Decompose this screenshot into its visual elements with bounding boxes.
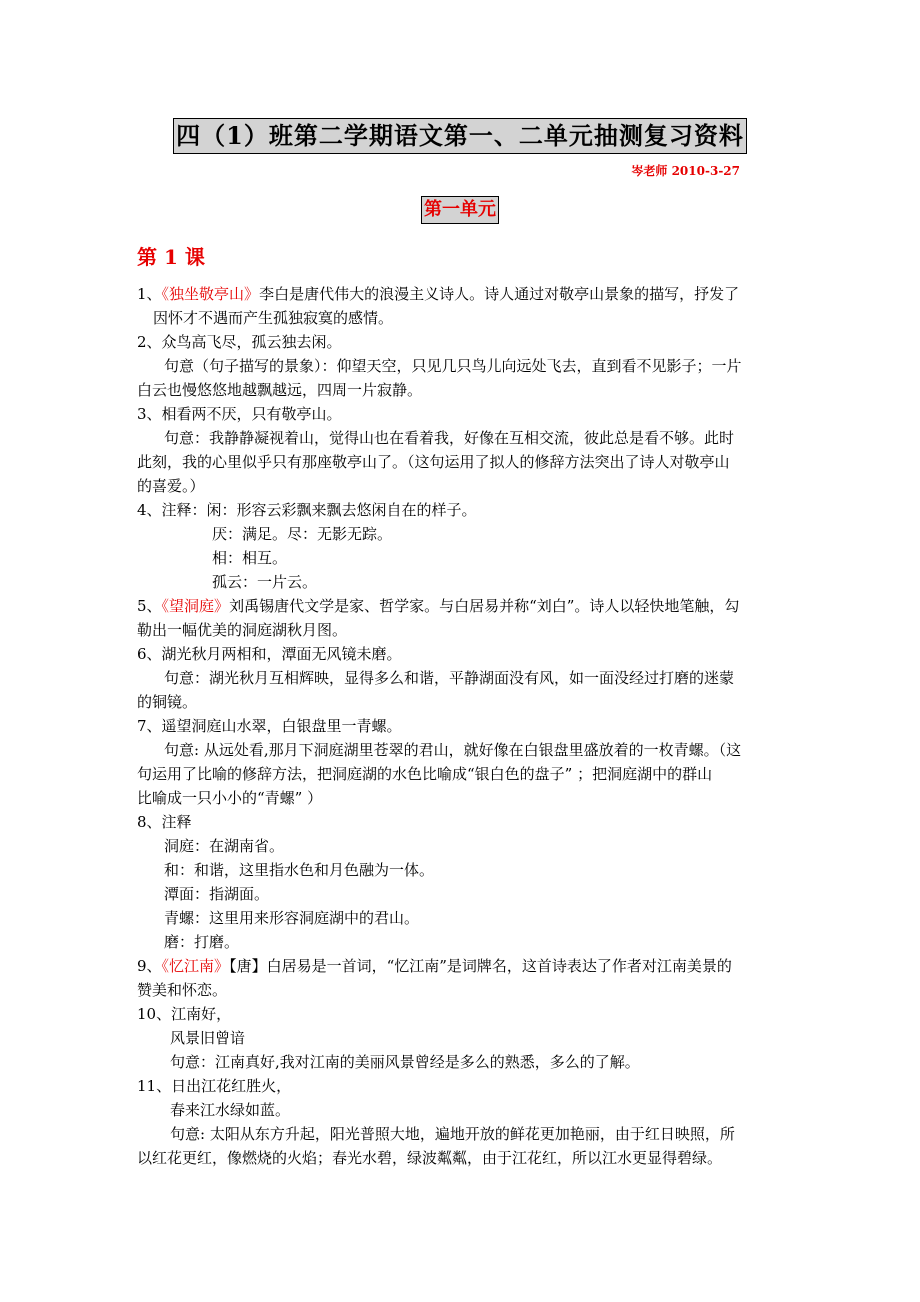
document-title: 四（1）班第二学期语文第一、二单元抽测复习资料 <box>173 118 747 154</box>
line-text: 李白是唐代伟大的浪漫主义诗人。诗人通过对敬亭山景象的描写，抒发了 <box>259 285 740 303</box>
text-line: 2、众鸟高飞尽，孤云独去闲。 <box>137 333 342 351</box>
poem-title: 《望洞庭》 <box>161 597 230 615</box>
text-line: 的喜爱。） <box>137 477 205 495</box>
text-line: 白云也慢悠悠地越飘越远，四周一片寂静。 <box>137 381 423 399</box>
text-line: 风景旧曾谙 <box>170 1029 246 1047</box>
author-date: 岑老师 2010-3-27 <box>631 164 740 178</box>
text-line: 句运用了比喻的修辞方法，把洞庭湖的水色比喻成“银白色的盘子” ；把洞庭湖中的群山 <box>137 765 713 783</box>
text-line: 句意（句子描写的景象）：仰望天空，只见几只鸟儿向远处飞去，直到看不见影子；一片 <box>164 357 742 375</box>
text-line: 10、江南好， <box>137 1005 232 1023</box>
item-number: 9、 <box>137 957 162 975</box>
text-line: 比喻成一只小小的“青螺” ） <box>137 789 323 807</box>
item-number: 5、 <box>137 597 162 615</box>
title-block <box>0 118 920 154</box>
text-line <box>137 282 787 306</box>
text-line: 句意: 从远处看,那月下洞庭湖里苍翠的君山，就好像在白银盘里盛放着的一枚青螺。（这 <box>164 741 742 759</box>
text-line <box>137 594 787 618</box>
text-line: 此刻，我的心里似乎只有那座敬亭山了。（这句运用了拟人的修辞方法突出了诗人对敬亭山 <box>137 453 730 471</box>
text-line: 和：和谐，这里指水色和月色融为一体。 <box>164 861 435 879</box>
text-line: 7、遥望洞庭山水翠，白银盘里一青螺。 <box>137 717 402 735</box>
text-line: 青螺：这里用来形容洞庭湖中的君山。 <box>164 909 420 927</box>
text-line: 因怀才不遇而产生孤独寂寞的感情。 <box>153 309 394 327</box>
text-line: 句意：湖光秋月互相辉映，显得多么和谐，平静湖面没有风，如一面没经过打磨的迷蒙 <box>164 669 735 687</box>
text-line: 4、注释：闲：形容云彩飘来飘去悠闲自在的样子。 <box>137 501 477 519</box>
text-line: 春来江水绿如蓝。 <box>170 1101 291 1119</box>
text-line: 赞美和怀恋。 <box>137 981 228 999</box>
line-text: 刘禹锡唐代文学是家、哲学家。与白居易并称“刘白”。诗人以轻快地笔触，勾 <box>229 597 740 615</box>
text-line: 以红花更红，像燃烧的火焰；春光水碧，绿波粼粼，由于江花红，所以江水更显得碧绿。 <box>137 1149 723 1167</box>
line-text: 【唐】白居易是一首词，“忆江南”是词牌名，这首诗表达了作者对江南美景的 <box>229 957 732 975</box>
text-line: 11、日出江花红胜火， <box>137 1077 292 1095</box>
text-line: 句意: 太阳从东方升起，阳光普照大地，遍地开放的鲜花更加艳丽，由于红日映照，所 <box>170 1125 735 1143</box>
lesson-heading: 第 1 课 <box>137 245 205 269</box>
text-line: 句意：我静静凝视着山，觉得山也在看着我，好像在互相交流，彼此总是看不够。此时 <box>164 429 735 447</box>
item-number: 1、 <box>137 285 162 303</box>
poem-title: 《忆江南》 <box>161 957 230 975</box>
text-line: 潭面：指湖面。 <box>164 885 270 903</box>
poem-title: 《独坐敬亭山》 <box>161 285 260 303</box>
text-line: 磨：打磨。 <box>164 933 240 951</box>
text-line: 句意：江南真好,我对江南的美丽风景曾经是多么的熟悉，多么的了解。 <box>170 1053 640 1071</box>
text-line: 勒出一幅优美的洞庭湖秋月图。 <box>137 621 348 639</box>
text-line <box>137 954 787 978</box>
text-line: 孤云：一片云。 <box>212 573 318 591</box>
text-line: 8、注释 <box>137 813 192 831</box>
text-line: 相：相互。 <box>212 549 288 567</box>
text-line: 6、湖光秋月两相和，潭面无风镜未磨。 <box>137 645 402 663</box>
text-line: 厌：满足。尽：无影无踪。 <box>212 525 393 543</box>
unit-block <box>0 196 920 224</box>
text-line: 3、相看两不厌，只有敬亭山。 <box>137 405 342 423</box>
text-line: 洞庭：在湖南省。 <box>164 837 285 855</box>
unit-heading: 第一单元 <box>421 196 499 224</box>
text-line: 的铜镜。 <box>137 693 198 711</box>
document-body <box>137 282 787 1170</box>
